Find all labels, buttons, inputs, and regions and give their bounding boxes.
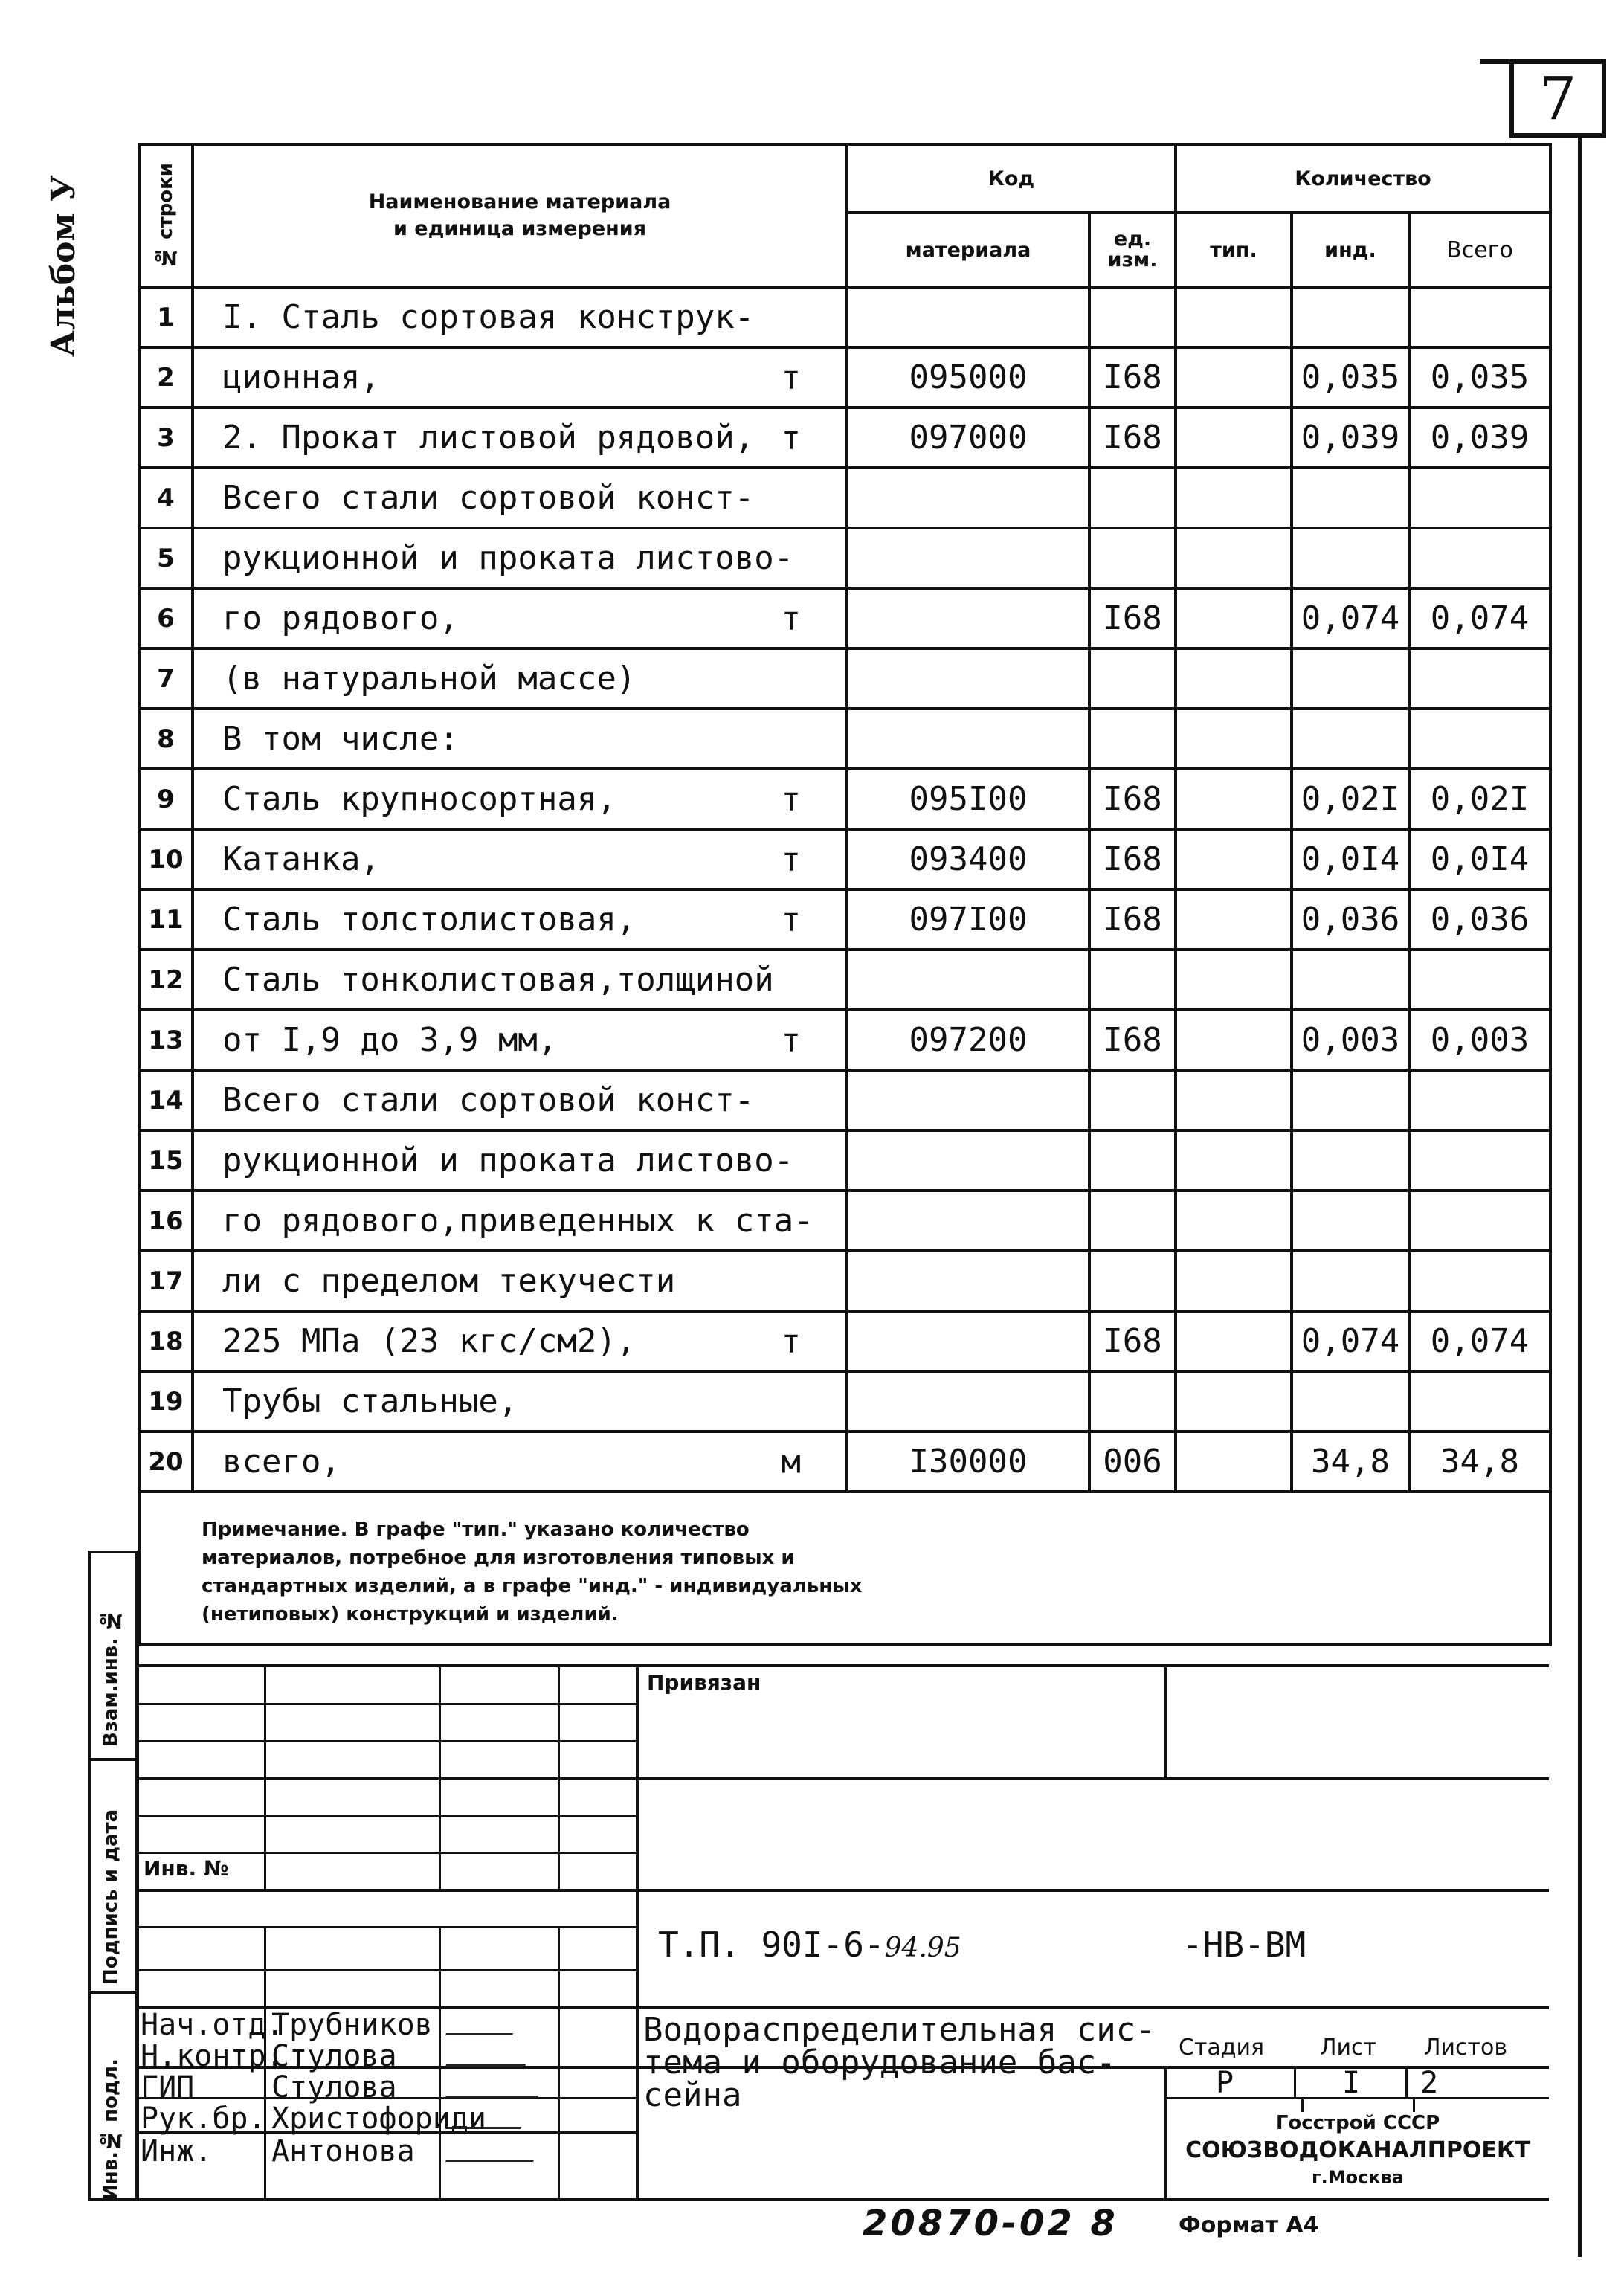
row-code-unit: I68 [1089,769,1176,829]
row-qty-total [1409,1070,1550,1130]
row-code-unit: I68 [1089,889,1176,950]
row-name [193,468,847,528]
row-qty-total [1409,1371,1550,1432]
header-qty-ind: инд. [1292,213,1409,287]
row-unit: т [781,358,801,396]
row-qty-total: 0,0I4 [1409,829,1550,889]
row-code [847,1371,1089,1432]
row-qty-total [1409,1251,1550,1311]
row-code-unit [1089,709,1176,769]
header-row-no: № строки [139,144,193,287]
doc-suffix: -НВ-ВМ [1182,1925,1306,1965]
row-qty-total: 0,035 [1409,347,1550,408]
stage-label: Стадия [1179,2035,1265,2061]
row-unit: т [781,901,801,938]
row-qty-ind [1292,1251,1409,1311]
row-qty-ind [1292,950,1409,1010]
row-qty-typ [1176,1130,1292,1191]
row-qty-ind: 0,0I4 [1292,829,1409,889]
row-name [193,1371,847,1432]
side-stamp [88,1551,138,2201]
row-code [847,1311,1089,1371]
row-name-text: Всего стали сортовой конст- [222,1081,755,1119]
row-code: 097200 [847,1010,1089,1070]
row-code [847,1191,1089,1251]
row-code-unit [1089,468,1176,528]
row-qty-ind [1292,1070,1409,1130]
table-row [139,1130,1550,1191]
side-label-replace-inv: Взам.инв. № [100,1609,122,1747]
header-code: Код [847,144,1176,213]
row-name-text: ли с пределом текучести [222,1262,676,1300]
row-code-unit [1089,1251,1176,1311]
org-name: СОЮЗВОДОКАНАЛПРОЕКТ [1185,2137,1530,2163]
signature-scribble [445,2073,547,2098]
row-unit: т [781,419,801,457]
row-name [193,287,847,347]
org-city: г.Москва [1312,2167,1404,2188]
header-quantity: Количество [1176,144,1550,213]
row-code-unit: 006 [1089,1432,1176,1492]
row-number: 3 [139,408,193,468]
inv-no-label: Инв. № [144,1856,229,1881]
row-number: 2 [139,347,193,408]
row-code [847,528,1089,588]
row-name [193,648,847,709]
row-number: 13 [139,1010,193,1070]
row-qty-ind: 0,02I [1292,769,1409,829]
signature-scribble [445,2011,521,2035]
row-number: 12 [139,950,193,1010]
row-number: 18 [139,1311,193,1371]
row-qty-total [1409,1130,1550,1191]
row-unit: т [781,599,801,637]
row-qty-typ [1176,1311,1292,1371]
album-label: Альбом У [45,175,83,357]
row-name-text: 2. Прокат листовой рядовой, [222,419,755,457]
header-name: Наименование материала и единица измерения [193,144,847,287]
row-name [193,347,847,408]
row-number: 15 [139,1130,193,1191]
row-code-unit: I68 [1089,829,1176,889]
table-row [139,709,1550,769]
row-qty-typ [1176,1251,1292,1311]
sheet-number-bar [1480,59,1511,64]
row-qty-typ [1176,769,1292,829]
row-name-text: Всего стали сортовой конст- [222,479,755,517]
signatory-name: Антонова [271,2134,415,2168]
row-code: 095000 [847,347,1089,408]
signatory-role: Нач.отд. [141,2008,284,2042]
title-block [138,1664,1549,2201]
row-name-text: го рядового, [222,599,459,637]
row-code: 095I00 [847,769,1089,829]
row-qty-typ [1176,1070,1292,1130]
row-name-text: I. Сталь сортовая конструк- [222,298,755,336]
row-name [193,769,847,829]
table-row [139,1371,1550,1432]
row-number: 8 [139,709,193,769]
row-qty-total: 0,074 [1409,588,1550,648]
header-code-unit: ед. изм. [1089,213,1176,287]
table-row [139,1070,1550,1130]
stage-value: Р [1216,2066,1234,2100]
row-name [193,528,847,588]
row-code-unit: I68 [1089,1311,1176,1371]
row-code-unit [1089,950,1176,1010]
row-qty-typ [1176,1010,1292,1070]
sheets-label: Листов [1424,2035,1508,2061]
row-code-unit: I68 [1089,588,1176,648]
signatory-role: ГИП [141,2070,195,2105]
row-qty-ind [1292,528,1409,588]
row-name-text: от I,9 до 3,9 мм, [222,1021,558,1059]
signature-scribble [445,2042,534,2067]
row-qty-total: 0,036 [1409,889,1550,950]
sheets-value: 2 [1420,2066,1439,2100]
table-row [139,1251,1550,1311]
row-name-text: 225 МПа (23 кгс/см2), [222,1322,637,1360]
row-qty-typ [1176,950,1292,1010]
privyazan-label: Привязан [647,1670,761,1695]
table-row [139,769,1550,829]
row-code-unit [1089,648,1176,709]
row-code: 097I00 [847,889,1089,950]
row-name-text: Сталь тонколистовая,толщиной [222,961,774,999]
header-qty-typ: тип. [1176,213,1292,287]
row-code-unit: I68 [1089,1010,1176,1070]
row-code: I30000 [847,1432,1089,1492]
row-name-text: Сталь толстолистовая, [222,901,637,938]
row-name [193,950,847,1010]
table-row [139,1311,1550,1371]
row-number: 11 [139,889,193,950]
row-name [193,1432,847,1492]
row-qty-typ [1176,1371,1292,1432]
drawing-title: Водораспределительная сис- тема и оборудование бас- сейна [643,2011,1156,2114]
row-qty-ind [1292,709,1409,769]
row-qty-typ [1176,1191,1292,1251]
table-row [139,1191,1550,1251]
row-qty-total [1409,287,1550,347]
row-qty-typ [1176,287,1292,347]
sheet-label: Лист [1320,2035,1377,2061]
table-row [139,829,1550,889]
archive-number: 20870-02 8 [863,2203,1118,2244]
row-name-text: В том числе: [222,720,459,758]
row-qty-typ [1176,648,1292,709]
row-number: 20 [139,1432,193,1492]
sheet-value: I [1342,2066,1361,2100]
doc-code [658,1925,961,1965]
org-ministry: Госстрой СССР [1275,2112,1440,2134]
row-code-unit [1089,528,1176,588]
row-code-unit [1089,1371,1176,1432]
row-code [847,1070,1089,1130]
row-qty-ind [1292,287,1409,347]
row-qty-total: 0,02I [1409,769,1550,829]
table-row [139,347,1550,408]
row-qty-total: 0,074 [1409,1311,1550,1371]
row-code-unit [1089,287,1176,347]
row-code-unit [1089,1070,1176,1130]
format-label: Формат А4 [1179,2212,1319,2238]
row-code-unit: I68 [1089,347,1176,408]
row-qty-total [1409,468,1550,528]
table-row [139,648,1550,709]
row-name-text: ционная, [222,358,380,396]
row-unit: т [781,1021,801,1059]
signatory-role: Инж. [141,2134,213,2168]
row-unit: т [781,1322,801,1360]
doc-code-printed: Т.П. 90I-6- [658,1925,885,1965]
signatory-name: Христофориди [271,2102,486,2136]
table-row [139,588,1550,648]
side-label-original-inv: Инв.№ подл. [100,2058,122,2200]
row-qty-typ [1176,347,1292,408]
row-code-unit [1089,1130,1176,1191]
row-name [193,1010,847,1070]
row-name [193,829,847,889]
row-qty-ind: 0,035 [1292,347,1409,408]
row-code [847,950,1089,1010]
row-number: 9 [139,769,193,829]
row-qty-ind [1292,468,1409,528]
row-qty-total: 0,039 [1409,408,1550,468]
row-name [193,1070,847,1130]
signatory-name: Трубников [271,2008,433,2042]
row-name-text: (в натуральной массе) [222,660,637,698]
signature-scribble [445,2105,529,2129]
header-qty-total: Всего [1409,213,1550,287]
row-qty-ind [1292,1130,1409,1191]
row-code [847,287,1089,347]
row-code: 093400 [847,829,1089,889]
row-qty-total [1409,709,1550,769]
row-code [847,648,1089,709]
signatory-role: Рук.бр. [141,2102,266,2136]
row-qty-typ [1176,829,1292,889]
materials-table [138,143,1552,1646]
row-number: 17 [139,1251,193,1311]
table-row [139,950,1550,1010]
row-name [193,1191,847,1251]
signatory-name: Стулова [271,2070,397,2105]
table-row [139,1010,1550,1070]
row-code-unit: I68 [1089,408,1176,468]
table-note: Примечание. В графе "тип." указано количество материалов, потребное для изготовления типовых и стандартных изделий, а в графе "инд." - индивидуальных (нетиповых) конструкций и изделий. [139,1492,1550,1645]
row-qty-ind: 34,8 [1292,1432,1409,1492]
row-qty-ind [1292,648,1409,709]
row-qty-total [1409,648,1550,709]
row-qty-typ [1176,468,1292,528]
row-qty-ind: 0,074 [1292,588,1409,648]
row-qty-ind [1292,1191,1409,1251]
row-number: 7 [139,648,193,709]
right-border-rule [1578,138,1582,2257]
row-qty-total [1409,1191,1550,1251]
side-label-signature-date: Подпись и дата [100,1809,122,1985]
row-qty-typ [1176,528,1292,588]
row-name-text: Трубы стальные, [222,1382,518,1420]
signature-scribble [445,2137,542,2162]
row-name-text: всего, [222,1443,341,1481]
row-qty-typ [1176,1432,1292,1492]
row-number: 19 [139,1371,193,1432]
row-name [193,1311,847,1371]
doc-code-handwritten: 94.95 [884,1933,961,1963]
row-number: 14 [139,1070,193,1130]
row-qty-typ [1176,588,1292,648]
row-qty-ind: 0,039 [1292,408,1409,468]
row-code-unit [1089,1191,1176,1251]
row-code [847,588,1089,648]
row-qty-typ [1176,889,1292,950]
row-unit: т [781,840,801,878]
row-qty-typ [1176,408,1292,468]
table-row [139,408,1550,468]
row-number: 16 [139,1191,193,1251]
signatory-role: Н.контр. [141,2039,284,2073]
row-name [193,1130,847,1191]
row-qty-ind: 0,036 [1292,889,1409,950]
row-name [193,1251,847,1311]
signatory-name: Стулова [271,2039,397,2073]
row-name-text: Катанка, [222,840,380,878]
sheet-number: 7 [1509,59,1606,138]
row-number: 1 [139,287,193,347]
row-code: 097000 [847,408,1089,468]
row-name [193,889,847,950]
row-unit: т [781,780,801,818]
row-name-text: рукционной и проката листово- [222,1142,794,1179]
row-number: 10 [139,829,193,889]
row-name [193,588,847,648]
row-number: 6 [139,588,193,648]
table-row [139,287,1550,347]
row-code [847,468,1089,528]
row-qty-total [1409,950,1550,1010]
row-number: 4 [139,468,193,528]
table-row [139,1432,1550,1492]
row-unit: м [781,1443,801,1481]
row-qty-total [1409,528,1550,588]
row-name-text: Сталь крупносортная, [222,780,616,818]
row-name-text: го рядового,приведенных к ста- [222,1202,813,1240]
table-row [139,528,1550,588]
row-name [193,709,847,769]
row-code [847,709,1089,769]
header-code-material: материала [847,213,1089,287]
row-qty-ind: 0,074 [1292,1311,1409,1371]
row-qty-ind: 0,003 [1292,1010,1409,1070]
table-row [139,468,1550,528]
row-name-text: рукционной и проката листово- [222,539,794,577]
row-qty-total: 34,8 [1409,1432,1550,1492]
row-name [193,408,847,468]
row-code [847,1251,1089,1311]
row-qty-ind [1292,1371,1409,1432]
row-qty-typ [1176,709,1292,769]
row-number: 5 [139,528,193,588]
table-row [139,889,1550,950]
row-code [847,1130,1089,1191]
row-qty-total: 0,003 [1409,1010,1550,1070]
